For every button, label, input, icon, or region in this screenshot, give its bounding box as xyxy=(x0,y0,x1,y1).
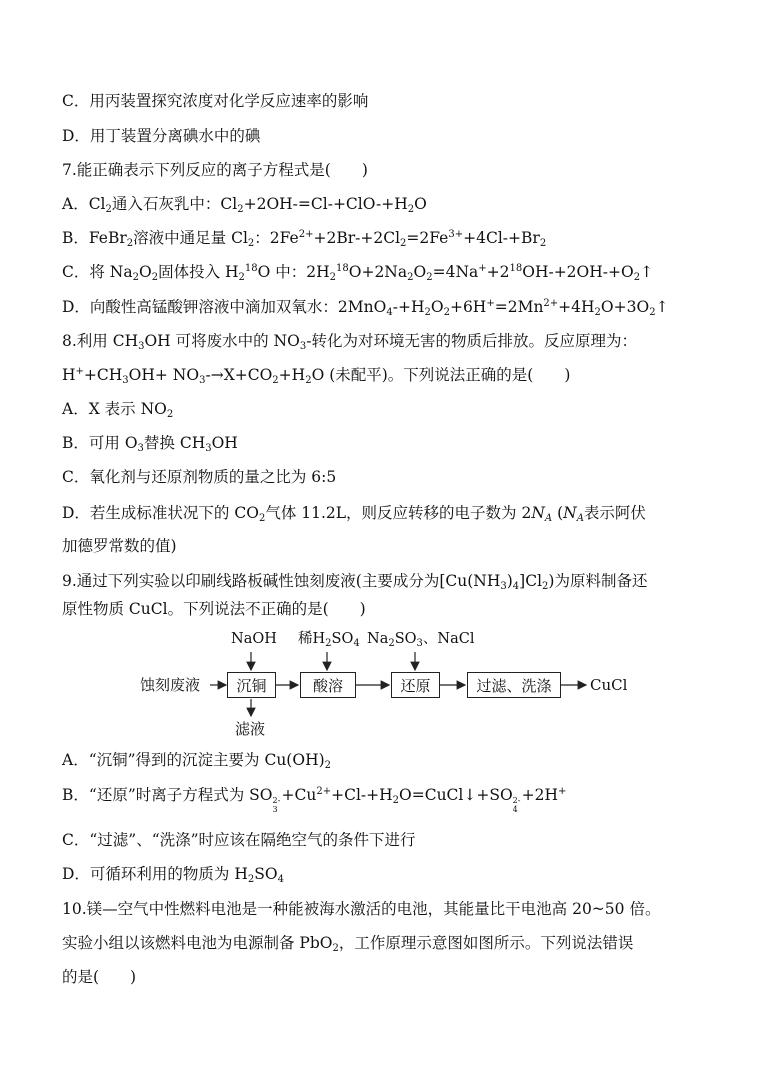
option-c-prev: C．用丙装置探究浓度对化学反应速率的影响 xyxy=(62,92,369,110)
flow-input: 蚀刻废液 xyxy=(140,676,201,694)
question-7-option-a: A．$Cl_2$通入石灰乳中：$Cl_2+2OH-=Cl-+ClO-+H_2O$ xyxy=(62,195,427,215)
question-9-option-c: C．“过滤”、“洗涤”时应该在隔绝空气的条件下进行 xyxy=(62,831,416,849)
question-10-stem-line3: 的是( ) xyxy=(62,968,137,986)
question-9-option-a: A．“沉铜”得到的沉淀主要为 $Cu(OH)_2$ xyxy=(62,751,332,771)
option-d-prev: D．用丁装置分离碘水中的碘 xyxy=(62,127,261,145)
question-8-option-c: C．氧化剂与还原剂物质的量之比为 6:5 xyxy=(62,468,337,486)
question-9-stem-line2: 原性物质 CuCl。下列说法不正确的是( ) xyxy=(62,600,366,618)
question-10-stem-line1: 10.镁—空气中性燃料电池是一种能被海水激活的电池，其能量比干电池高 20~50 倍。 xyxy=(62,900,661,918)
question-9-option-b: B．“还原”时离子方程式为 SO 2- 3 $+Cu^{2+}+Cl-+H_2O=CuCl↓+SO$ 2- 4 +2H+ xyxy=(62,786,567,814)
question-8-option-d-line1: D．若生成标准状况下的 $CO_2$气体 11.2L，则反应转移的电子数为 $2N_A$ ($N_A$表示阿伏 xyxy=(62,504,646,524)
flow-output: CuCl xyxy=(590,676,628,694)
question-7-option-b: B．FeBr$_2$溶液中通足量 $Cl_2$：$2Fe^{2+}+2Br-+2Cl_2=2Fe^{3+}+4Cl-+Br_2$ xyxy=(62,229,547,249)
question-7-option-c: C．将 $Na_2O_2$固体投入 $H_2^{18}O$ 中：$2H_2^{18}O+2Na_2O_2=4Na^++2^{18}OH-+2OH-+O_2↑$ xyxy=(62,263,654,283)
question-8-stem-line2: $H^++CH_3OH+ NO_3-\to X+CO_2+H_2O$ (未配平)。下列说法正确的是( ) xyxy=(62,366,571,386)
flow-step-copper-precipitation: 沉铜 xyxy=(227,672,276,698)
question-7-option-d: D．向酸性高锰酸钾溶液中滴加双氧水：$2MnO_4-+H_2O_2+6H^+=2Mn^{2+}+4H_2O+3O_2↑$ xyxy=(62,298,669,318)
question-10-stem-line2: 实验小组以该燃料电池为电源制备 PbO$_2$，工作原理示意图如图所示。下列说法错误 xyxy=(62,934,634,954)
flow-filtrate: 滤液 xyxy=(235,720,266,738)
flow-step-filter-wash: 过滤、洗涤 xyxy=(467,672,561,698)
question-9-option-d: D．可循环利用的物质为 $H_2SO_4$ xyxy=(62,865,284,885)
question-9-stem-line1: 9.通过下列实验以印刷线路板碱性蚀刻废液(主要成分为$[Cu(NH_3)_4]Cl_2$)为原料制备还 xyxy=(62,572,648,592)
reagent-na2so3-nacl: $Na_2SO_3$、NaCl xyxy=(367,631,475,649)
question-8-option-d-line2: 加德罗常数的值) xyxy=(62,537,177,555)
flow-step-reduction: 还原 xyxy=(391,672,440,698)
process-flowchart xyxy=(0,620,764,745)
flow-step-acid-dissolution: 酸溶 xyxy=(300,672,356,698)
question-7-stem: 7.能正确表示下列反应的离子方程式是( ) xyxy=(62,161,368,179)
question-8-option-b: B．可用 $O_3$替换 $CH_3OH$ xyxy=(62,434,238,454)
reagent-dilute-h2so4: 稀$H_2SO_4$ xyxy=(298,631,360,649)
question-8-stem-line1: 8.利用 $CH_3OH$ 可将废水中的 $NO_3-$转化为对环境无害的物质后排放。反应原理为： xyxy=(62,332,637,352)
question-8-option-a: A．X 表示 $NO_2$ xyxy=(62,400,174,420)
reagent-naoh: NaOH xyxy=(231,631,277,647)
